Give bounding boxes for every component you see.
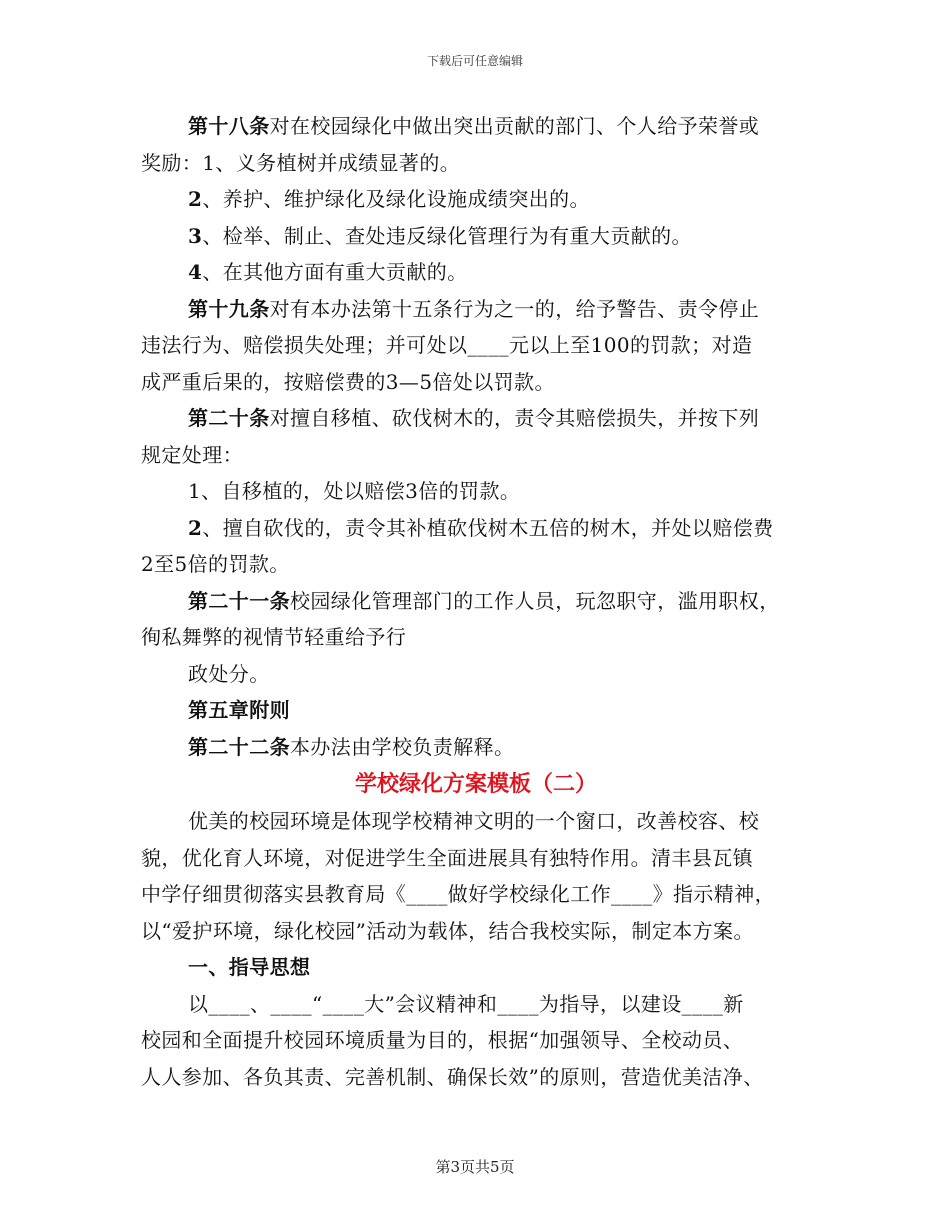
- paragraph-line: [141, 729, 811, 766]
- document-body: [141, 108, 811, 1095]
- line-text: 对在校园绿化中做出突出贡献的部门、个人给予荣誉或: [269, 114, 760, 138]
- bold-lead: 第十九条: [188, 296, 270, 321]
- line-text: 人人参加、各负其责、完善机制、确保长效”的原则，营造优美洁净、: [141, 1064, 764, 1089]
- paragraph-line: [141, 986, 811, 1023]
- bold-lead: 4: [188, 260, 203, 284]
- paragraph-line: [141, 291, 811, 328]
- paragraph-line: [141, 437, 811, 474]
- paragraph-line: [141, 692, 811, 729]
- section-title: 学校绿化方案模板（二）: [354, 771, 597, 797]
- line-text: 以“爱护环境，绿化校园”活动为载体，结合我校实际，制定本方案。: [141, 918, 754, 943]
- line-text: 校园和全面提升校园环境质量为目的，根据“加强领导、全校动员、: [141, 1028, 744, 1052]
- line-text: 政处分。: [188, 661, 270, 686]
- line-text: 校园绿化管理部门的工作人员，玩忽职守，滥用职权，: [290, 588, 780, 613]
- paragraph-line: [141, 181, 811, 218]
- line-text: 规定处理：: [141, 442, 243, 467]
- paragraph-line: [141, 510, 811, 547]
- paragraph-line: [141, 254, 811, 291]
- paragraph-line: [141, 803, 811, 840]
- line-text: 徇私舞弊的视情节轻重给予行: [141, 625, 407, 649]
- paragraph-line: [141, 840, 811, 877]
- section-plan: [141, 803, 811, 1095]
- paragraph-line: [141, 1022, 811, 1059]
- section-articles: [141, 108, 811, 765]
- line-text: 1、自移植的，处以赔偿3倍的罚款。: [188, 479, 521, 503]
- line-text: 中学仔细贯彻落实县教育局《____做好学校绿化工作____》指示精神，: [141, 882, 775, 906]
- line-text: 本办法由学校负责解释。: [290, 734, 515, 759]
- bold-lead: 3: [188, 223, 203, 248]
- paragraph-line: [141, 913, 811, 950]
- paragraph-line: [141, 949, 811, 986]
- bold-lead: 第二十一条: [188, 588, 290, 613]
- paragraph-line: [141, 583, 811, 620]
- paragraph-line: [141, 1059, 811, 1096]
- paragraph-line: [141, 400, 811, 437]
- bold-lead: 第十八条: [188, 114, 270, 138]
- line-text: 、检举、制止、查处违反绿化管理行为有重大贡献的。: [202, 223, 692, 248]
- line-text: 、在其他方面有重大贡献的。: [202, 260, 468, 284]
- paragraph-line: [141, 473, 811, 510]
- bold-lead: 一、指导思想: [188, 955, 311, 979]
- bold-lead: 2: [188, 187, 203, 211]
- bold-lead: 第五章附则: [188, 698, 290, 722]
- paragraph-line: [141, 656, 811, 693]
- line-text: 2至5倍的罚款。: [141, 552, 290, 576]
- line-text: 优美的校园环境是体现学校精神文明的一个窗口，改善校容、校: [188, 809, 760, 833]
- line-text: 、擅自砍伐的，责令其补植砍伐树木五倍的树木，并处以赔偿费: [202, 515, 774, 540]
- paragraph-line: [141, 327, 811, 364]
- line-text: 成严重后果的，按赔偿费的3—5倍处以罚款。: [141, 369, 555, 394]
- paragraph-line: [141, 546, 811, 583]
- line-text: 、养护、维护绿化及绿化设施成绩突出的。: [202, 187, 590, 211]
- paragraph-line: [141, 218, 811, 255]
- bold-lead: 第二十条: [188, 406, 270, 430]
- page-footer: 第3页共5页: [435, 1158, 515, 1176]
- page-header-note: 下载后可任意编辑: [426, 54, 523, 68]
- paragraph-line: [141, 876, 811, 913]
- line-text: 对有本办法第十五条行为之一的，给予警告、责令停止: [269, 296, 760, 321]
- line-text: 对擅自移植、砍伐树木的，责令其赔偿损失，并按下列: [269, 406, 760, 430]
- paragraph-line: [141, 145, 811, 182]
- line-text: 以____、____“____大”会议精神和____为指导，以建设____新: [188, 991, 744, 1016]
- paragraph-line: [141, 364, 811, 401]
- bold-lead: 第二十二条: [188, 734, 290, 759]
- line-text: 貌，优化育人环境，对促进学生全面进展具有独特作用。清丰县瓦镇: [141, 845, 753, 870]
- line-text: 奖励：1、义务植树并成绩显著的。: [141, 150, 461, 175]
- bold-lead: 2: [188, 515, 203, 540]
- paragraph-line: [141, 108, 811, 145]
- line-text: 违法行为、赔偿损失处理；并可处以____元以上至100的罚款；对造: [141, 333, 753, 357]
- paragraph-line: [141, 619, 811, 656]
